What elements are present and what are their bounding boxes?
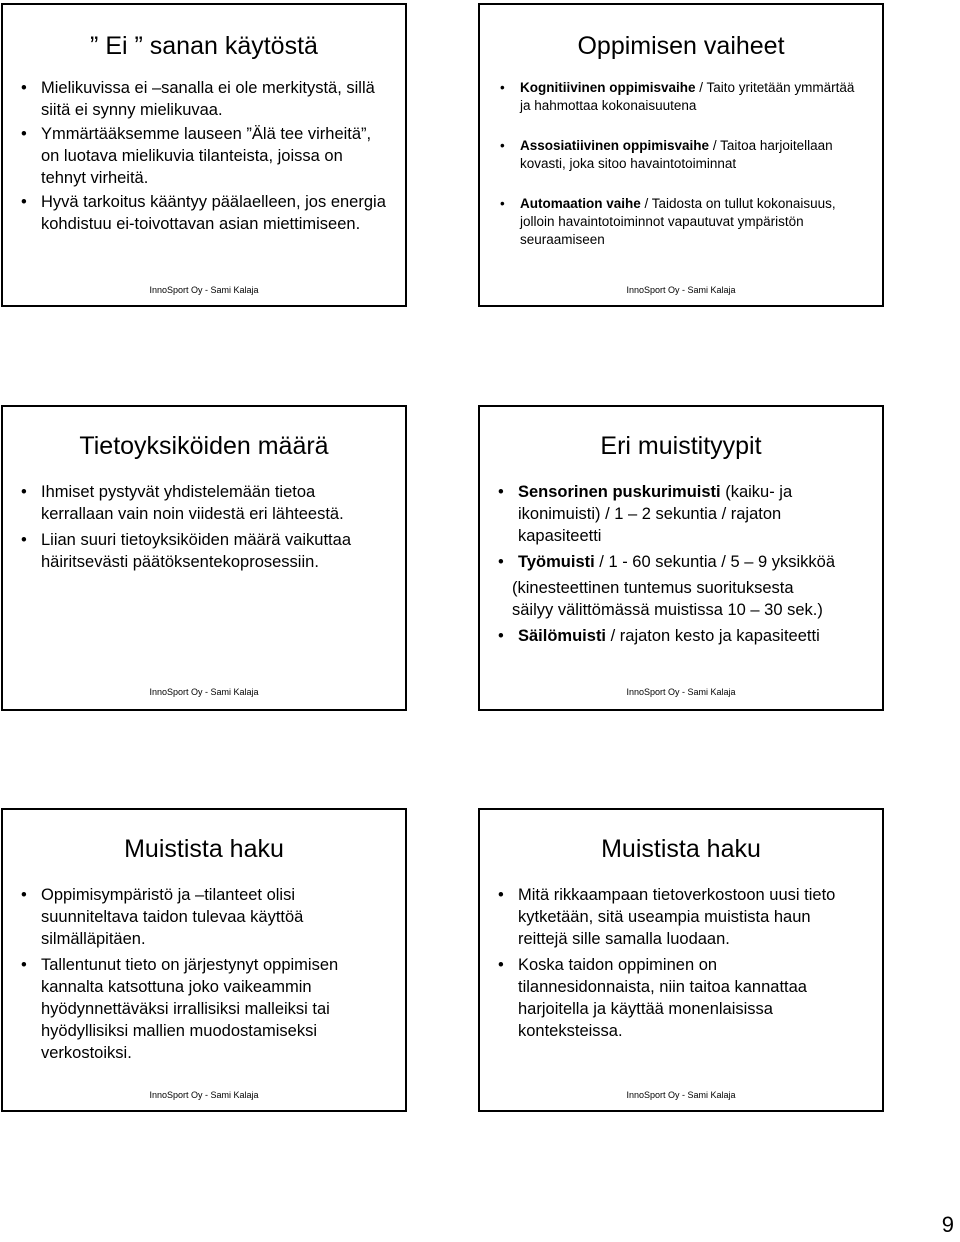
- bullet-item: • Automaation vaihe / Taidosta on tullut kokonaisuus, jolloin havaintotoiminnot vapautuvat ympäristön seuraamiseen: [500, 196, 836, 247]
- slide-footer: InnoSport Oy - Sami Kalaja: [149, 1090, 259, 1100]
- slide-muistista-haku-1: [1, 808, 407, 1112]
- bullet-dot-icon: •: [498, 956, 504, 974]
- slide-title: Muistista haku: [124, 835, 284, 863]
- bullet-list: [496, 884, 841, 1042]
- bullet-dot-icon: •: [21, 531, 27, 549]
- bullet-item: • Mitä rikkaampaan tietoverkostoon uusi tieto kytketään, sitä useampia muistista haun reittejä sille samalla luodaan.: [498, 886, 836, 948]
- slide-title: Eri muistityypit: [600, 432, 762, 460]
- page-number: 9: [941, 1212, 954, 1237]
- bullet-item: • Säilömuisti / rajaton kesto ja kapasiteetti: [498, 627, 820, 645]
- bullet-item: • Sensorinen puskurimuisti (kaiku- ja ikonimuisti) / 1 – 2 sekuntia / rajaton kapasiteetti: [498, 483, 793, 545]
- bullet-list: [19, 481, 391, 573]
- slide-ei-sanan-kaytosta: [1, 3, 407, 307]
- bullet-dot-icon: •: [500, 138, 505, 153]
- slide-title: Tietoyksiköiden määrä: [79, 432, 329, 460]
- bullet-item: • Kognitiivinen oppimisvaihe / Taito yritetään ymmärtää ja hahmottaa kokonaisuutena: [500, 80, 855, 113]
- bullet-dot-icon: •: [21, 193, 27, 211]
- bullet-dot-icon: •: [21, 79, 27, 97]
- bullet-item: • Hyvä tarkoitus kääntyy päälaelleen, jos energia kohdistuu ei-toivottavan asian miettimiseen.: [21, 193, 386, 233]
- bullet-dot-icon: •: [500, 80, 505, 95]
- bullet-dot-icon: •: [500, 196, 505, 211]
- bullet-dot-icon: •: [498, 483, 504, 501]
- slide-title: Muistista haku: [601, 835, 761, 863]
- bullet-dot-icon: •: [21, 483, 27, 501]
- slide-title: Oppimisen vaiheet: [577, 32, 785, 60]
- slide-footer: InnoSport Oy - Sami Kalaja: [626, 1090, 736, 1100]
- bullet-item: • Tallentunut tieto on järjestynyt oppimisen kannalta katsottuna joko vaikeammin hyödynnettäväksi irrallisiksi malleiksi tai hyödyllisiksi mallien muodostamiseksi verkostoiksi.: [21, 956, 339, 1062]
- bullet-dot-icon: •: [498, 627, 504, 645]
- note-text: (kinesteettinen tuntemus suorituksesta säilyy välittömässä muistissa 10 – 30 sek.): [512, 579, 823, 619]
- bullet-dot-icon: •: [498, 553, 504, 571]
- bullet-item: • Ymmärtääksemme lauseen ”Älä tee virheitä”, on luotava mielikuvia tilanteista, joissa on tehnyt virheitä.: [21, 125, 372, 187]
- bullet-list: [19, 77, 389, 235]
- slide-tietoyksikoiden-maara: [1, 405, 407, 711]
- slide-footer: InnoSport Oy - Sami Kalaja: [626, 285, 736, 295]
- slide-muistista-haku-2: [478, 808, 884, 1112]
- bullet-list: [498, 79, 868, 249]
- bullet-item: • Työmuisti / 1 - 60 sekuntia / 5 – 9 yksikköä: [498, 553, 835, 571]
- bullet-dot-icon: •: [21, 956, 27, 974]
- bullet-dot-icon: •: [21, 886, 27, 904]
- bullet-item: • Koska taidon oppiminen on tilannesidonnaista, niin taitoa kannattaa harjoitella ja käyttää monenlaisissa konteksteissa.: [498, 956, 807, 1040]
- bullet-list: [496, 481, 836, 647]
- slide-oppimisen-vaiheet: [478, 3, 884, 307]
- slide-title: ” Ei ” sanan käytöstä: [90, 32, 318, 60]
- bullet-item: • Ihmiset pystyvät yhdistelemään tietoa kerrallaan vain noin viidestä eri lähteestä.: [21, 483, 344, 523]
- slide-eri-muistityypit: [478, 405, 884, 711]
- slide-footer: InnoSport Oy - Sami Kalaja: [149, 687, 259, 697]
- bullet-item: • Mielikuvissa ei –sanalla ei ole merkitystä, sillä siitä ei synny mielikuvaa.: [21, 79, 375, 119]
- bullet-dot-icon: •: [498, 886, 504, 904]
- bullet-item: • Assosiatiivinen oppimisvaihe / Taitoa harjoitellaan kovasti, joka sitoo havaintotoiminnat: [500, 138, 833, 171]
- slide-footer: InnoSport Oy - Sami Kalaja: [626, 687, 736, 697]
- bullet-list: [19, 884, 364, 1064]
- bullet-item: • Oppimisympäristö ja –tilanteet olisi suunniteltava taidon tulevaa käyttöä silmälläpitäen.: [21, 886, 304, 948]
- slide-footer: InnoSport Oy - Sami Kalaja: [149, 285, 259, 295]
- bullet-item: • Liian suuri tietoyksiköiden määrä vaikuttaa häiritsevästi päätöksentekoprosessiin.: [21, 531, 351, 571]
- bullet-dot-icon: •: [21, 125, 27, 143]
